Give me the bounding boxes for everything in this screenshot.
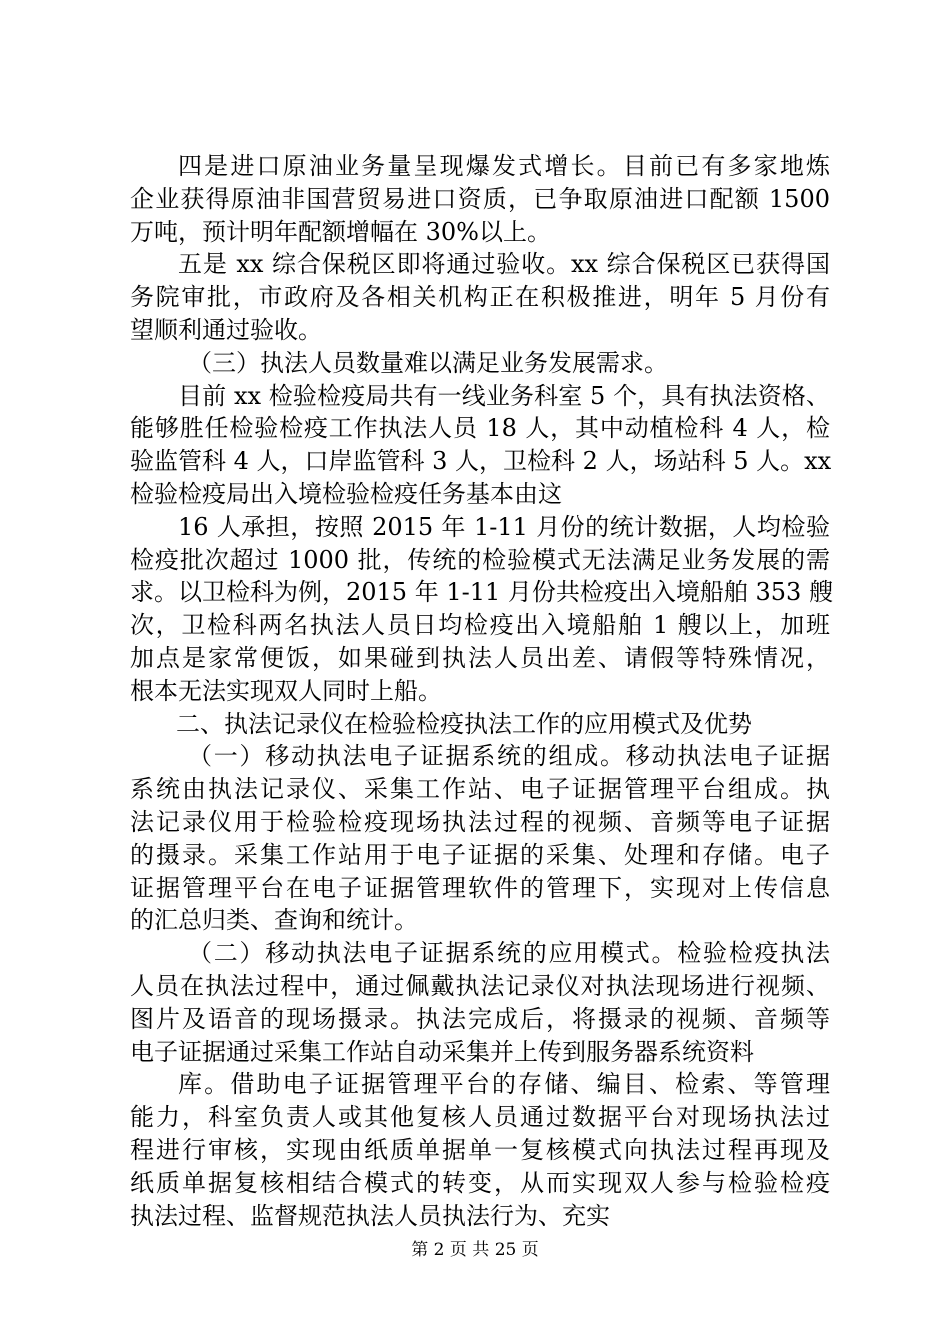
text-line: 图片及语音的现场摄录。执法完成后，将摄录的视频、音频等 [130, 1004, 830, 1033]
text-line: 电子证据通过采集工作站自动采集并上传到服务器系统资料 [130, 1037, 754, 1066]
text-line: 验监管科 4 人，口岸监管科 3 人，卫检科 2 人，场站科 5 人。xx [130, 447, 832, 476]
paragraph [130, 380, 830, 511]
text-line: 执法过程、监督规范执法人员执法行为、充实 [130, 1201, 610, 1230]
text-line: 五是 xx 综合保税区即将通过验收。xx 综合保税区已获得国 [178, 250, 830, 279]
text-line: 能力，科室负责人或其他复核人员通过数据平台对现场执法过 [130, 1103, 830, 1132]
page-footer [0, 1240, 950, 1260]
text-line: 万吨，预计明年配额增幅在 30%以上。 [130, 217, 551, 246]
text-line: 程进行审核，实现由纸质单据单一复核模式向执法过程再现及 [130, 1135, 830, 1164]
paragraph [130, 511, 833, 708]
text-line: 系统由执法记录仪、采集工作站、电子证据管理平台组成。执 [130, 775, 830, 804]
text-line: 根本无法实现双人同时上船。 [130, 676, 442, 705]
document-body [130, 150, 833, 1232]
paragraph [130, 740, 830, 937]
text-line: 证据管理平台在电子证据管理软件的管理下，实现对上传信息 [130, 873, 830, 902]
paragraph [130, 248, 830, 346]
text-line: （三）执法人员数量难以满足业务发展需求。 [188, 348, 668, 377]
text-line: 企业获得原油非国营贸易进口资质，已争取原油进口配额 1500 [130, 184, 830, 213]
text-line: 的汇总归类、查询和统计。 [130, 906, 418, 935]
paragraph [130, 150, 830, 248]
text-line: 纸质单据复核相结合模式的转变，从而实现双人参与检验检疫 [130, 1168, 830, 1197]
text-line: 四是进口原油业务量呈现爆发式增长。目前已有多家地炼 [178, 152, 830, 180]
text-line: （二）移动执法电子证据系统的应用模式。检验检疫执法 [188, 939, 830, 968]
text-line: 能够胜任检验检疫工作执法人员 18 人，其中动植检科 4 人，检 [130, 414, 830, 443]
paragraph [130, 347, 830, 380]
text-line: 次，卫检科两名执法人员日均检疫出入境船舶 1 艘以上，加班 [130, 611, 830, 640]
text-line: 检疫批次超过 1000 批，传统的检验模式无法满足业务发展的需 [130, 545, 830, 574]
text-line: 加点是家常便饭，如果碰到执法人员出差、请假等特殊情况， [130, 643, 830, 672]
text-line: 二、执法记录仪在检验检疫执法工作的应用模式及优势 [176, 709, 752, 738]
text-line: 法记录仪用于检验检疫现场执法过程的视频、音频等电子证据 [130, 807, 830, 836]
text-line: 求。以卫检科为例，2015 年 1-11 月份共检疫出入境船舶 353 艘 [130, 578, 833, 607]
paragraph [130, 1068, 830, 1232]
text-line: 检验检疫局出入境检验检疫任务基本由这 [130, 479, 562, 508]
text-line: 人员在执法过程中，通过佩戴执法记录仪对执法现场进行视频、 [130, 971, 830, 1000]
page-indicator: 第 2 页 共 25 页 [411, 1240, 539, 1260]
paragraph [130, 708, 830, 741]
text-line: 务院审批，市政府及各相关机构正在积极推进，明年 5 月份有 [130, 283, 830, 312]
text-line: 的摄录。采集工作站用于电子证据的采集、处理和存储。电子 [130, 840, 830, 869]
text-line: 16 人承担，按照 2015 年 1-11 月份的统计数据，人均检验 [178, 512, 830, 541]
text-line: 库。借助电子证据管理平台的存储、编目、检索、等管理 [178, 1070, 830, 1099]
paragraph [130, 937, 830, 1068]
text-line: （一）移动执法电子证据系统的组成。移动执法电子证据 [188, 742, 830, 771]
text-line: 目前 xx 检验检疫局共有一线业务科室 5 个，具有执法资格、 [178, 381, 830, 410]
text-line: 望顺利通过验收。 [130, 315, 322, 344]
